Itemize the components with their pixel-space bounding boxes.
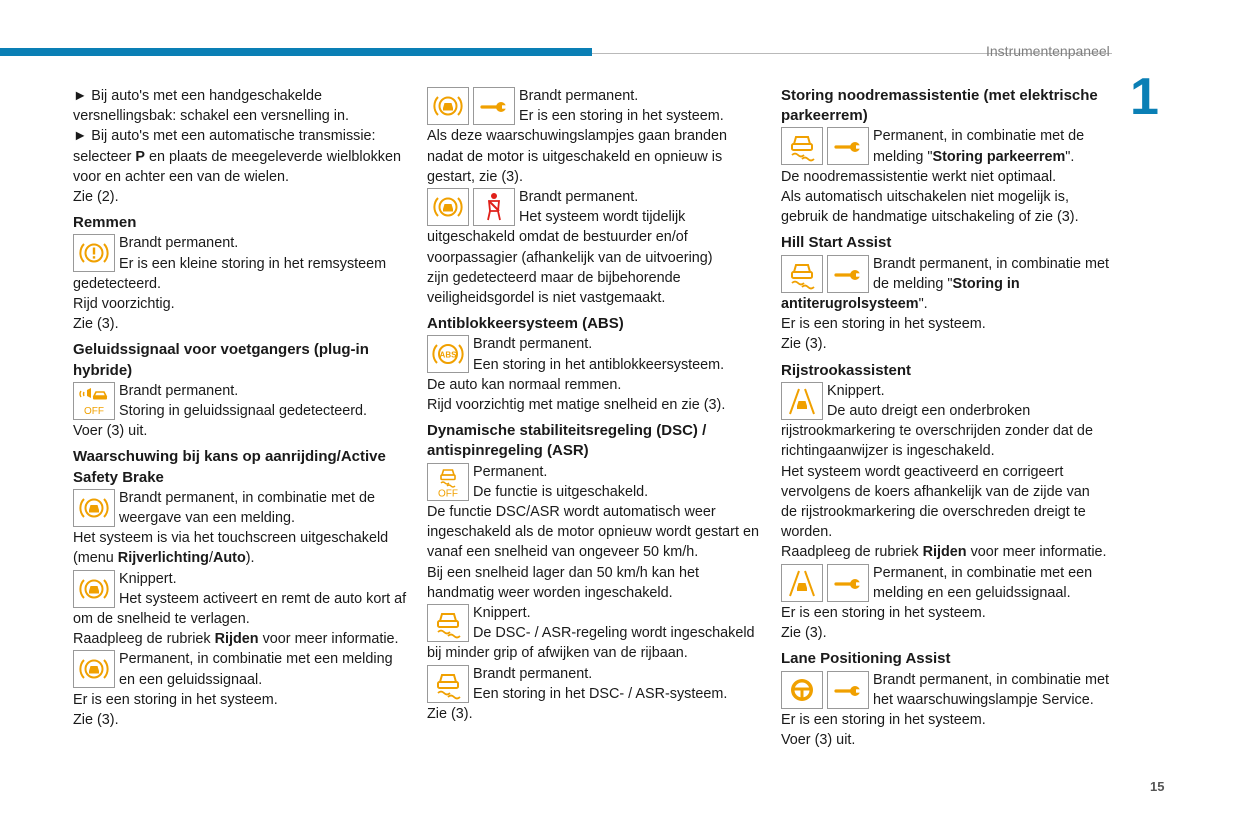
text-line: Zie (3). xyxy=(427,706,473,723)
collision-warning-icon xyxy=(427,188,469,226)
chapter-number: 1 xyxy=(1130,68,1159,126)
text-line: Het systeem wordt geactiveerd en corrigeert xyxy=(781,463,1064,480)
text-line: Zie (3). xyxy=(781,336,827,353)
warning-entry: Knippert. Het systeem activeert en remt de auto kort af xyxy=(73,569,411,609)
warning-entry: Brandt permanent. Een storing in het DSC- / ASR-systeem. xyxy=(427,664,761,704)
text-line: Zie (3). xyxy=(73,712,119,729)
wrench-icon xyxy=(827,255,869,293)
text-line: Het systeem is via het touchscreen uitgeschakeld xyxy=(73,530,389,547)
warning-entry: Permanent, in combinatie met een melding en een geluidssignaal. xyxy=(781,563,1117,603)
wrench-icon xyxy=(827,671,869,709)
lane-assist-icon xyxy=(781,564,823,602)
text-line: De auto kan normaal remmen. xyxy=(427,376,622,393)
text-line: gestart, zie (3). xyxy=(427,168,523,185)
text-line: versnellingsbak: schakel een versnelling in. xyxy=(73,108,349,125)
text-line: Als deze waarschuwingslampjes gaan branden xyxy=(427,128,727,145)
svg-text:OFF: OFF xyxy=(84,405,104,417)
page-number: 15 xyxy=(1150,779,1165,794)
warning-entry: OFF Brandt permanent. Storing in geluidssignaal gedetecteerd. xyxy=(73,381,411,421)
warning-entry: Brandt permanent, in combinatie met de melding "Storing in xyxy=(781,254,1117,294)
warning-entry: Knippert. De DSC- / ASR-regeling wordt ingeschakeld xyxy=(427,603,761,643)
heading-lane-assist: Rijstrookassistent xyxy=(781,361,912,379)
svg-text:OFF: OFF xyxy=(438,488,458,498)
heading-abs: Antiblokkeersysteem (ABS) xyxy=(427,315,624,333)
text-line: ► Bij auto's met een automatische transmissie: xyxy=(73,128,376,145)
text-line: (menu Rijverlichting/Auto). xyxy=(73,550,255,567)
text-line: voorpassagier (afhankelijk van de uitvoering) xyxy=(427,249,713,266)
section-title: Instrumentenpaneel xyxy=(986,43,1110,59)
skidding-car-icon xyxy=(427,604,469,642)
text-line: veiligheidsgordel is niet vastgemaakt. xyxy=(427,290,666,307)
heading-emergency-brake-assist: Storing noodremassistentie (met elektrische parkeerrem) xyxy=(781,87,1098,125)
text-line: Als automatisch uitschakelen niet mogelijk is, xyxy=(781,189,1069,206)
heading-remmen: Remmen xyxy=(73,214,137,232)
text-line: handmatig weer worden ingeschakeld. xyxy=(427,584,673,601)
text-line: vervolgens de koers afhankelijk van de zijde van xyxy=(781,483,1090,500)
brake-warning-icon xyxy=(73,234,115,272)
text-line: Rijd voorzichtig. xyxy=(73,296,175,313)
warning-entry: Permanent, in combinatie met de melding "Storing parkeerrem". xyxy=(781,126,1117,166)
steering-wheel-icon xyxy=(781,671,823,709)
collision-warning-icon xyxy=(427,87,469,125)
wrench-icon xyxy=(473,87,515,125)
text-line: richtingaanwijzer is ingeschakeld. xyxy=(781,443,995,460)
column-3 xyxy=(781,86,1117,751)
text-line: ► Bij auto's met een handgeschakelde xyxy=(73,88,322,104)
seatbelt-icon xyxy=(473,188,515,226)
skidding-car-icon xyxy=(427,665,469,703)
wrench-icon xyxy=(827,564,869,602)
skidding-car-icon xyxy=(781,255,823,293)
column-1 xyxy=(73,86,411,730)
warning-entry: Brandt permanent. Er is een kleine storing in het remsysteem xyxy=(73,233,411,273)
text-line: ingeschakeld als de motor opnieuw wordt gestart en xyxy=(427,524,759,541)
text-line: Raadpleeg de rubriek Rijden voor meer informatie. xyxy=(73,631,399,648)
text-line: Er is een storing in het systeem. xyxy=(781,712,986,729)
warning-entry: Brandt permanent. Het systeem wordt tijdelijk xyxy=(427,187,761,227)
heading-active-safety-brake: Waarschuwing bij kans op aanrijding/Active Safety Brake xyxy=(73,448,386,486)
text-line: gedetecteerd. xyxy=(73,275,162,292)
abs-icon xyxy=(427,335,469,373)
text-line: Er is een storing in het systeem. xyxy=(781,316,986,333)
text-line: zijn gedetecteerd maar de bijbehorende xyxy=(427,269,681,286)
collision-warning-icon xyxy=(73,650,115,688)
text-line: bij minder grip of afwijken van de rijbaan. xyxy=(427,645,688,662)
warning-entry: Brandt permanent, in combinatie met de weergave van een melding. xyxy=(73,488,411,528)
warning-entry: Brandt permanent. Er is een storing in het systeem. xyxy=(427,86,761,126)
warning-entry: OFF Permanent. De functie is uitgeschakeld. xyxy=(427,462,761,502)
text-line: De functie DSC/ASR wordt automatisch weer xyxy=(427,504,716,521)
heading-hill-start-assist: Hill Start Assist xyxy=(781,234,892,252)
text-line: vanaf een snelheid van ongeveer 50 km/h. xyxy=(427,544,699,561)
text-line: Er is een storing in het systeem. xyxy=(781,605,986,622)
text-line: nadat de motor is uitgeschakeld en opnieuw is xyxy=(427,148,723,165)
heading-dsc-asr: Dynamische stabiliteitsregeling (DSC) / antispinregeling (ASR) xyxy=(427,422,707,460)
text-line: rijstrookmarkering te overschrijden zonder dat de xyxy=(781,423,1093,440)
skidding-car-icon xyxy=(781,127,823,165)
heading-pedestrian-sound: Geluidssignaal voor voetgangers (plug-in hybride) xyxy=(73,341,369,379)
collision-warning-icon xyxy=(73,570,115,608)
heading-lane-positioning-assist: Lane Positioning Assist xyxy=(781,650,951,668)
warning-entry: Permanent, in combinatie met een melding en een geluidssignaal. xyxy=(73,649,411,689)
text-line: voor en achter een van de wielen. xyxy=(73,168,290,185)
warning-entry: Knippert. De auto dreigt een onderbroken xyxy=(781,381,1117,421)
header-accent-bar xyxy=(0,48,592,56)
text-line: Er is een storing in het systeem. xyxy=(73,691,278,708)
text-line: om de snelheid te verlagen. xyxy=(73,611,250,628)
text-line: De noodremassistentie werkt niet optimaal. xyxy=(781,168,1057,185)
lane-assist-icon xyxy=(781,382,823,420)
text-line: antiterugrolsysteem". xyxy=(781,296,928,313)
text-line: Voer (3) uit. xyxy=(73,423,148,440)
text-line: Voer (3) uit. xyxy=(781,732,856,749)
warning-entry: ABS Brandt permanent. Een storing in het antiblokkeersysteem. xyxy=(427,334,761,374)
text-line: uitgeschakeld omdat de bestuurder en/of xyxy=(427,229,688,246)
collision-warning-icon xyxy=(73,489,115,527)
text-line: Zie (2). xyxy=(73,189,119,206)
wrench-icon xyxy=(827,127,869,165)
pedestrian-sound-off-icon xyxy=(73,382,115,420)
text-line: de rijstrookmarkering die overschreden dreigt te xyxy=(781,504,1086,521)
dsc-off-icon xyxy=(427,463,469,501)
svg-text:ABS: ABS xyxy=(439,350,457,360)
text-line: gebruik de handmatige uitschakeling of zie (3). xyxy=(781,209,1079,226)
text-line: Zie (3). xyxy=(73,316,119,333)
text-line: worden. xyxy=(781,524,833,541)
text-line: Raadpleeg de rubriek Rijden voor meer informatie. xyxy=(781,544,1107,561)
text-line: Zie (3). xyxy=(781,625,827,642)
column-2 xyxy=(427,86,761,724)
text-line: selecteer P en plaats de meegeleverde wielblokken xyxy=(73,148,401,165)
warning-entry: Brandt permanent, in combinatie met het waarschuwingslampje Service. xyxy=(781,670,1117,710)
text-line: Bij een snelheid lager dan 50 km/h kan het xyxy=(427,564,700,581)
text-line: Rijd voorzichtig met matige snelheid en zie (3). xyxy=(427,397,726,414)
